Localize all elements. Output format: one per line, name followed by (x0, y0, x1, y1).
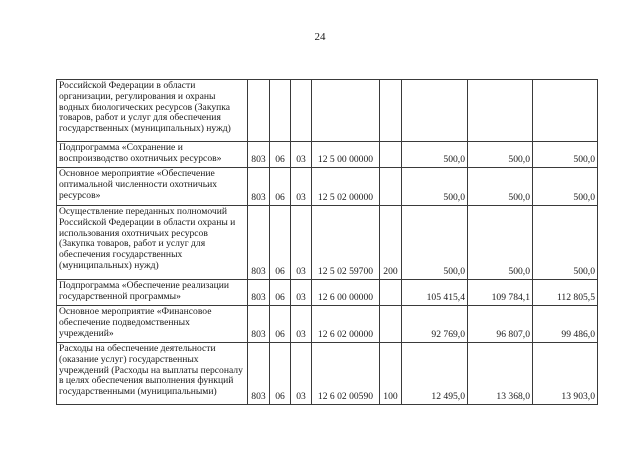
section-code: 06 (270, 280, 291, 306)
amount-year-2: 500,0 (468, 168, 533, 206)
amount-year-1: 500,0 (402, 168, 468, 206)
subsection-code: 03 (291, 142, 312, 168)
amount-year-3: 500,0 (533, 206, 598, 280)
subsection-code: 03 (291, 168, 312, 206)
ministry-code: 803 (248, 206, 270, 280)
amount-year-2: 109 784,1 (468, 280, 533, 306)
page-number: 24 (314, 31, 326, 43)
amount-year-2 (468, 80, 533, 142)
ministry-code: 803 (248, 168, 270, 206)
amount-year-1: 12 495,0 (402, 343, 468, 405)
expense-type-code (380, 280, 402, 306)
amount-year-1 (402, 80, 468, 142)
ministry-code: 803 (248, 280, 270, 306)
row-name: Основное мероприятие «Обеспечение оптимальной численности охотничьих ресурсов» (57, 168, 248, 206)
expense-type-code (380, 80, 402, 142)
amount-year-1: 92 769,0 (402, 306, 468, 343)
ministry-code: 803 (248, 343, 270, 405)
amount-year-3: 112 805,5 (533, 280, 598, 306)
table-row (57, 142, 598, 168)
subsection-code (291, 80, 312, 142)
target-article-code: 12 6 02 00590 (312, 343, 380, 405)
amount-year-3: 13 903,0 (533, 343, 598, 405)
target-article-code: 12 5 00 00000 (312, 142, 380, 168)
table-row (57, 306, 598, 343)
row-name: Подпрограмма «Сохранение и воспроизводство охотничьих ресурсов» (57, 142, 248, 168)
section-code: 06 (270, 306, 291, 343)
expense-type-code: 200 (380, 206, 402, 280)
subsection-code: 03 (291, 343, 312, 405)
table-row (57, 80, 598, 142)
section-code: 06 (270, 142, 291, 168)
section-code: 06 (270, 343, 291, 405)
row-name: Осуществление переданных полномочий Российской Федерации в области охраны и использования охотничьих ресурсов (Закупка товаров, работ и услуг для обеспечения государственных (муниципальных) нужд) (57, 206, 248, 280)
subsection-code: 03 (291, 206, 312, 280)
target-article-code: 12 6 02 00000 (312, 306, 380, 343)
amount-year-2: 500,0 (468, 206, 533, 280)
subsection-code: 03 (291, 306, 312, 343)
target-article-code (312, 80, 380, 142)
section-code: 06 (270, 206, 291, 280)
expense-type-code (380, 168, 402, 206)
section-code (270, 80, 291, 142)
amount-year-2: 500,0 (468, 142, 533, 168)
budget-table (56, 79, 598, 405)
row-name: Российской Федерации в области организации, регулирования и охраны водных биологических ресурсов (Закупка товаров, работ и услуг для обеспечения государственных (муниципальных) нужд) (57, 80, 248, 142)
expense-type-code (380, 306, 402, 343)
row-name: Расходы на обеспечение деятельности (оказание услуг) государственных учреждений (Расходы на выплаты персоналу в целях обеспечения выполнения функций государственными (муниципальными) (57, 343, 248, 405)
table-row (57, 168, 598, 206)
amount-year-3: 99 486,0 (533, 306, 598, 343)
amount-year-3: 500,0 (533, 142, 598, 168)
subsection-code: 03 (291, 280, 312, 306)
amount-year-2: 13 368,0 (468, 343, 533, 405)
ministry-code: 803 (248, 142, 270, 168)
row-name: Подпрограмма «Обеспечение реализации государственной программы» (57, 280, 248, 306)
target-article-code: 12 6 00 00000 (312, 280, 380, 306)
target-article-code: 12 5 02 00000 (312, 168, 380, 206)
row-name: Основное мероприятие «Финансовое обеспечение подведомственных учреждений» (57, 306, 248, 343)
table-row (57, 343, 598, 405)
amount-year-3 (533, 80, 598, 142)
table-row (57, 280, 598, 306)
section-code: 06 (270, 168, 291, 206)
ministry-code (248, 80, 270, 142)
amount-year-1: 105 415,4 (402, 280, 468, 306)
amount-year-1: 500,0 (402, 206, 468, 280)
amount-year-2: 96 807,0 (468, 306, 533, 343)
ministry-code: 803 (248, 306, 270, 343)
target-article-code: 12 5 02 59700 (312, 206, 380, 280)
amount-year-1: 500,0 (402, 142, 468, 168)
expense-type-code (380, 142, 402, 168)
expense-type-code: 100 (380, 343, 402, 405)
amount-year-3: 500,0 (533, 168, 598, 206)
table-row (57, 206, 598, 280)
